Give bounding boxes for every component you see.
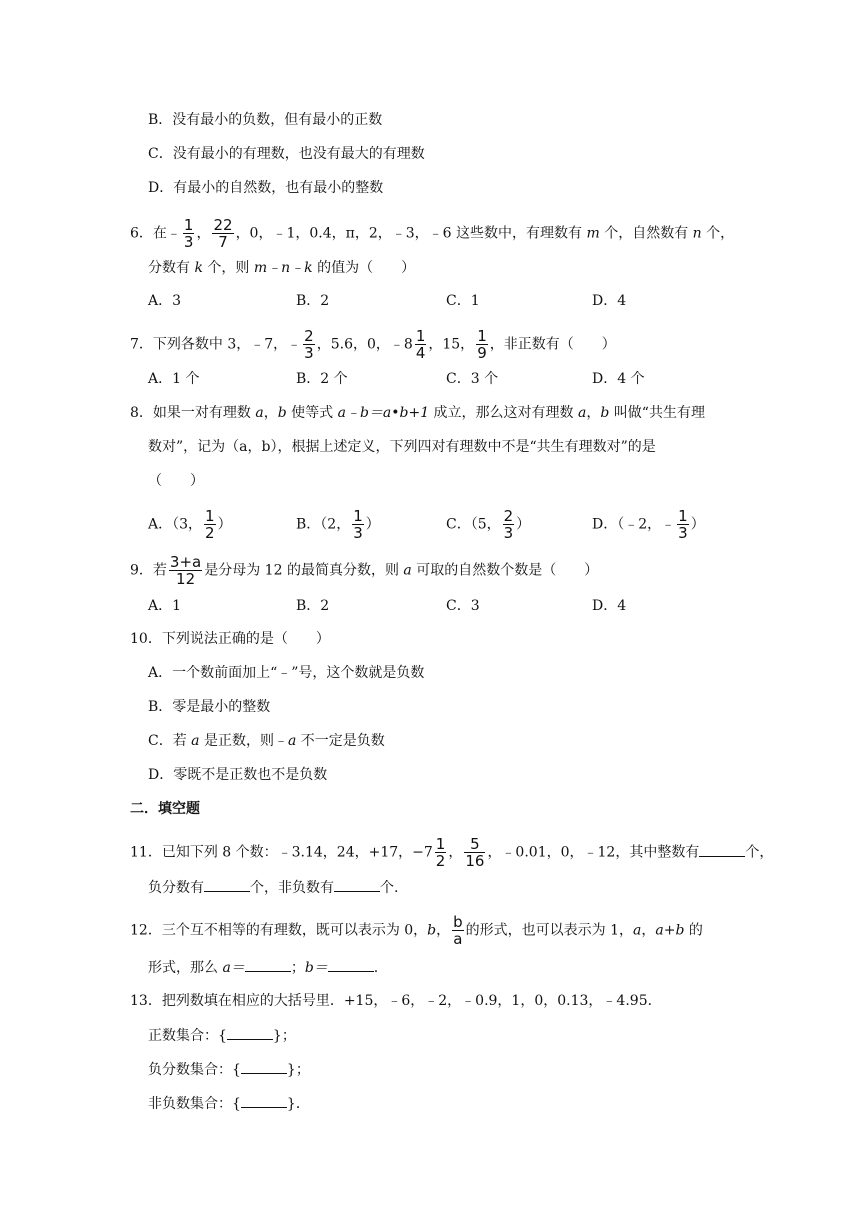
q11-stem-line1 [130, 836, 773, 869]
q12-stem-line2 [148, 957, 378, 978]
q8-text: 叫做“共生有理 [609, 405, 705, 421]
q8-equation: a﹣b＝a•b+1 [337, 405, 430, 421]
var-a: a [633, 922, 642, 939]
q11-text: ，﹣0.01，0，﹣12，其中整数有 [487, 844, 700, 861]
q9-text: 9．若 [130, 562, 167, 579]
q6-text: 个，则 [202, 260, 254, 276]
var-a: a [578, 405, 587, 421]
q12-text: ； [290, 960, 305, 976]
answer-blank[interactable] [204, 877, 250, 892]
frac-denominator: 12 [176, 570, 196, 588]
q10-option-c [148, 731, 385, 751]
q8-option-d-fraction [677, 508, 689, 541]
answer-blank[interactable] [699, 842, 745, 857]
q8-stem-line2: 数对”，记为（a，b），根据上述定义，下列四对有理数中不是“共生有理数对”的是 [148, 439, 656, 455]
q8-text: C．（5， [446, 516, 501, 533]
q7-option-a: A．1 个 [148, 371, 200, 387]
q8-option-a-fraction [204, 508, 216, 541]
q13-negative-fraction-set [148, 1059, 310, 1080]
q10-option-a: A．一个数前面加上“﹣”号，这个数就是负数 [148, 665, 425, 681]
q6-fraction-2 [212, 217, 233, 250]
q5-option-c: C．没有最小的有理数，也没有最大的有理数 [148, 146, 425, 162]
frac-denominator: 3 [183, 233, 194, 251]
q5-option-b: B．没有最小的负数，但有最小的正数 [148, 112, 383, 128]
answer-blank[interactable] [227, 1025, 273, 1040]
q9-fraction [169, 554, 202, 587]
q8-text: 8．如果一对有理数 [130, 405, 256, 421]
q12-text: . [373, 960, 379, 976]
q6-option-c: C．1 [446, 293, 480, 309]
q6-fraction-1 [183, 217, 195, 250]
q8-text: ） [365, 516, 380, 533]
frac-numerator: 5 [464, 836, 485, 853]
frac-denominator: 2 [435, 852, 446, 870]
q6-text: 个，自然数有 [599, 225, 693, 242]
frac-denominator: 2 [205, 524, 215, 542]
frac-numerator: 3+a [169, 553, 202, 571]
q11-stem-line2 [148, 877, 398, 898]
q10-text: 是正数，则﹣ [199, 733, 288, 749]
q9-option-c: C．3 [446, 598, 480, 614]
q11-fraction-1 [435, 836, 447, 869]
q8-text: B．（2， [296, 516, 351, 533]
q12-answer-a-label: a＝ [222, 960, 245, 976]
frac-numerator: 1 [353, 507, 363, 525]
q6-option-a: A．3 [148, 293, 182, 309]
answer-blank[interactable] [241, 1059, 287, 1074]
q9-text: 可取的自然数个数是（ ） [411, 562, 599, 579]
q6-text: 的值为（ ） [312, 260, 416, 276]
q8-option-a [148, 508, 232, 541]
q8-option-c-fraction [503, 508, 515, 541]
q6-text: 分数有 [148, 260, 195, 276]
q7-option-c: C．3 个 [446, 371, 499, 387]
frac-denominator: 3 [503, 524, 514, 542]
q7-text: 7．下列各数中 3，﹣7，﹣ [130, 336, 302, 353]
q13-text: }； [272, 1028, 296, 1044]
q7-text: ，5.6，0，﹣8 [316, 336, 413, 353]
var-a: a [255, 405, 264, 421]
frac-numerator: 1 [435, 835, 446, 853]
frac-denominator: 7 [218, 233, 228, 251]
q12-text: 的 [684, 922, 703, 939]
q11-text: 负分数有 [148, 880, 204, 896]
frac-numerator: 1 [183, 216, 194, 234]
q11-mixed-number-sign: −7 [412, 844, 433, 861]
q9-stem [130, 554, 598, 587]
q13-text: 负分数集合：{ [148, 1062, 241, 1078]
q12-text: 12．三个互不相等的有理数，既可以表示为 0， [130, 922, 428, 939]
q10-text: C．若 [148, 733, 192, 749]
q8-stem-line1 [130, 403, 705, 423]
q8-text: A．（3， [148, 516, 203, 533]
q6-stem-line1 [130, 217, 734, 250]
q10-text: 不一定是负数 [296, 733, 385, 749]
var-b: b [600, 405, 610, 421]
frac-denominator: 3 [678, 524, 688, 542]
frac-denominator: 9 [477, 344, 487, 362]
var-b: b [427, 922, 437, 939]
q8-option-b [296, 508, 380, 541]
q13-text: }． [286, 1096, 310, 1112]
q8-text: ） [217, 516, 232, 533]
frac-denominator: 3 [304, 344, 314, 362]
q11-fraction-2 [464, 836, 485, 869]
answer-blank[interactable] [241, 1093, 287, 1108]
var-a: a [287, 733, 297, 749]
frac-numerator: b [453, 913, 463, 931]
q13-stem: 13．把列数填在相应的大括号里．+15，﹣6，﹣2，﹣0.9，1，0，0.13，﹣4.95． [130, 993, 662, 1009]
frac-numerator: 1 [415, 327, 426, 345]
frac-numerator: 1 [678, 507, 688, 525]
q7-fraction-3 [476, 328, 488, 361]
q11-text: 个. [380, 880, 399, 896]
q13-text: 非负数集合：{ [148, 1096, 241, 1112]
q9-option-b: B．2 [296, 598, 330, 614]
q8-option-d [592, 508, 705, 541]
answer-blank[interactable] [328, 957, 374, 972]
var-a: a [403, 562, 412, 579]
q8-text: ， [263, 405, 278, 421]
q13-text: 正数集合：{ [148, 1028, 227, 1044]
q8-text: 成立，那么这对有理数 [429, 405, 579, 421]
q7-text: ，非正数有（ ） [489, 336, 616, 353]
frac-denominator: 3 [353, 524, 363, 542]
q8-option-c [446, 508, 530, 541]
q9-option-d: D．4 [592, 598, 627, 614]
frac-denominator: a [453, 930, 463, 948]
q11-text: ， [448, 844, 463, 861]
q13-positive-set [148, 1025, 296, 1046]
q7-option-d: D．4 个 [592, 371, 645, 387]
var-n: n [692, 225, 702, 242]
frac-numerator: 1 [477, 327, 487, 345]
q13-nonnegative-set [148, 1093, 310, 1114]
q6-stem-line2 [148, 258, 415, 278]
q8-option-b-fraction [352, 508, 364, 541]
q12-answer-b-label: b＝ [304, 960, 328, 976]
q6-option-d: D．4 [592, 293, 627, 309]
answer-blank[interactable] [334, 877, 380, 892]
q10-option-b: B．零是最小的整数 [148, 699, 271, 715]
q8-text: ， [586, 405, 601, 421]
q6-option-b: B．2 [296, 293, 330, 309]
q6-text: 个， [701, 225, 735, 242]
q8-text: ） [516, 516, 531, 533]
q8-text: D．（﹣2，﹣ [592, 516, 676, 533]
q11-text: 个， [745, 844, 774, 861]
q10-option-d: D．零既不是正数也不是负数 [148, 767, 328, 783]
q8-text: ） [690, 516, 705, 533]
q7-option-b: B．2 个 [296, 371, 348, 387]
section-heading: 二．填空题 [130, 801, 200, 817]
answer-blank[interactable] [245, 957, 291, 972]
q12-text: 的形式，也可以表示为 1， [465, 922, 634, 939]
q6-text: ， [196, 225, 211, 242]
q13-text: }； [286, 1062, 310, 1078]
frac-numerator: 1 [205, 507, 215, 525]
q10-stem: 10．下列说法正确的是（ ） [130, 631, 330, 647]
q6-text: ，0，﹣1，0.4，π，2，﹣3，﹣6 这些数中，有理数有 [235, 225, 587, 242]
q11-text: 个，非负数有 [250, 880, 334, 896]
q12-fraction [452, 914, 464, 947]
var-b: b [277, 405, 287, 421]
frac-denominator: 4 [415, 344, 426, 362]
var-a: a [191, 733, 200, 749]
q5-option-d: D．有最小的自然数，也有最小的整数 [148, 180, 384, 196]
frac-denominator: 16 [465, 852, 485, 870]
var-k: k [194, 260, 203, 276]
frac-numerator: 2 [503, 507, 514, 525]
q12-sum-expression: a+b [655, 922, 685, 939]
q11-text: 11．已知下列 8 个数：﹣3.14，24，+17， [130, 844, 413, 861]
q12-text: 形式，那么 [148, 960, 223, 976]
q7-text: ，15， [428, 336, 475, 353]
q12-text: ， [641, 922, 656, 939]
q12-text: ， [436, 922, 451, 939]
q7-fraction-2 [415, 328, 427, 361]
frac-numerator: 2 [304, 327, 314, 345]
q9-text: 是分母为 12 的最简真分数，则 [204, 562, 404, 579]
frac-numerator: 22 [213, 216, 233, 234]
q8-text: 使等式 [286, 405, 338, 421]
q8-stem-line3: （ ） [148, 473, 204, 489]
q7-fraction-1 [303, 328, 315, 361]
q9-option-a: A．1 [148, 598, 182, 614]
q7-stem [130, 328, 616, 361]
q12-stem-line1 [130, 914, 703, 947]
var-m: m [586, 225, 600, 242]
q6-text: 6．在﹣ [130, 225, 181, 242]
q6-expression: m﹣n﹣k [253, 260, 313, 276]
